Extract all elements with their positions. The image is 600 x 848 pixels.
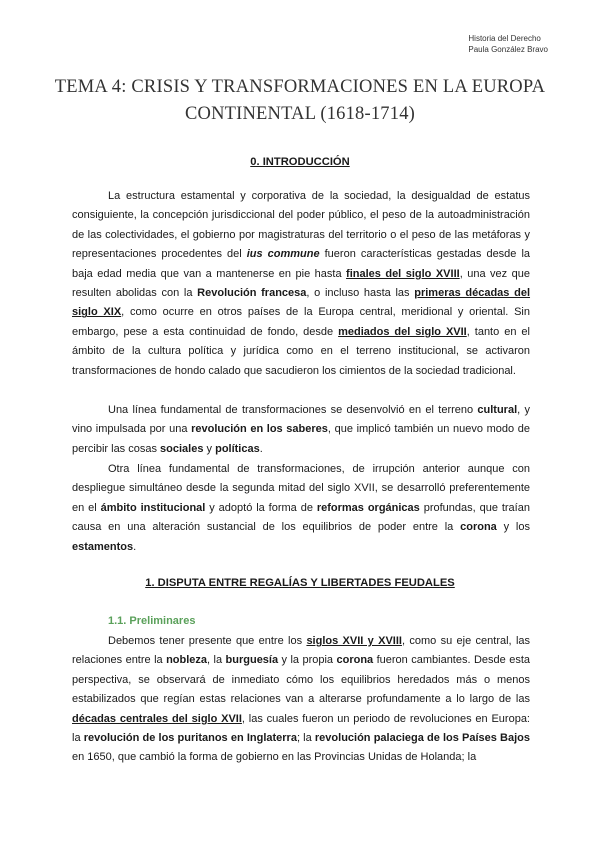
emphasis-cultural: cultural xyxy=(477,404,518,416)
section-1-paragraph-1: Debemos tener presente que entre los siglos XVII y XVIII, como su eje central, las relaciones entre la nobleza, la burguesía y la propia corona fueron cambiantes. Desde esta perspectiva, se observará de inmediato cómo los equilibrios heredados más o menos estabilizados que regían estas relaciones van a alterarse profundamente a lo largo de las décadas centrales del siglo XVII, las cuales fueron un periodo de revoluciones en Europa: la revolución de los puritanos en Inglaterra; la revolución palaciega de los Países Bajos en 1650, que cambió la forma de gobierno en las Provincias Unidas de Holanda; la xyxy=(72,635,531,764)
emphasis-primeras-decadas-xix: primeras décadas del siglo XIX xyxy=(72,287,531,319)
intro-paragraph-1: La estructura estamental y corporativa de la sociedad, la desigualdad de estatus consiguiente, la concepción jurisdiccional del poder público, el peso de la autoadministración de las colectividades, el gobierno por magistraturas del territorio o el peso de las metáforas y representaciones procedentes del ius commune fueron características gestadas desde la baja edad media que van a mantenerse en pie hasta finales del siglo XVIII, una vez que resulten abolidas con la Revolución francesa, o incluso hasta las primeras décadas del siglo XIX, como ocurre en otros países de la Europa central, meridional y oriental. Sin embargo, pese a esta continuidad de fondo, desde mediados del siglo XVII, tanto en el ámbito de la cultura política y jurídica como en el terreno institucional, se activaron transformaciones de hondo calado que sacudieron los cimientos de la sociedad tradicional. xyxy=(72,190,531,377)
emphasis-revolucion-saberes: revolución en los saberes xyxy=(191,423,328,436)
emphasis-corona: corona xyxy=(460,521,497,534)
emphasis-reformas-organicas: reformas orgánicas xyxy=(316,501,420,514)
intro-paragraph-2: Una línea fundamental de transformaciones se desenvolvió en el terreno cultural, y vino impulsada por una revolución en los saberes, que implicó también un nuevo modo de percibir las cosas sociales y políticas. xyxy=(72,404,531,455)
page-title: TEMA 4: CRISIS Y TRANSFORMACIONES EN LA EUROPA CONTINENTAL (1618-1714) xyxy=(54,77,546,124)
emphasis-decadas-centrales-xvii: décadas centrales del siglo XVII xyxy=(72,712,242,725)
emphasis-nobleza: nobleza xyxy=(166,654,208,667)
course-name: Historia del Derecho xyxy=(468,34,541,43)
intro-heading: 0. INTRODUCCIÓN xyxy=(250,156,350,168)
emphasis-burguesia: burguesía xyxy=(225,654,279,667)
emphasis-revolucion-puritanos: revolución de los puritanos en Inglaterra xyxy=(83,732,297,745)
subsection-1-1-heading: 1.1. Preliminares xyxy=(108,615,196,627)
emphasis-sociales: sociales xyxy=(160,442,204,455)
author-name: Paula González Bravo xyxy=(468,45,548,54)
emphasis-corona-2: corona xyxy=(336,654,374,667)
emphasis-politicas: políticas xyxy=(215,442,260,455)
section-1-heading: 1. DISPUTA ENTRE REGALÍAS Y LIBERTADES FEUDALES xyxy=(145,577,455,589)
emphasis-revolucion-palaciega: revolución palaciega de los Países Bajos xyxy=(314,732,531,745)
emphasis-estamentos: estamentos xyxy=(72,540,134,553)
emphasis-revolucion-francesa: Revolución francesa xyxy=(197,287,307,300)
document-header-note xyxy=(468,33,548,55)
emphasis-ius-commune: ius commune xyxy=(246,248,320,261)
intro-paragraph-3: Otra línea fundamental de transformaciones, de irrupción anterior aunque con despliegue simultáneo desde la segunda mitad del siglo XVII, se desarrolló preferentemente en el ámbito institucional y adoptó la forma de reformas orgánicas profundas, que traían causa en una alteración sustancial de los equilibrios de poder entre la corona y los estamentos. xyxy=(72,463,530,553)
emphasis-siglos-xvii-xviii: siglos XVII y XVIII xyxy=(306,635,402,647)
emphasis-finales-siglo-xviii: finales del siglo XVIII xyxy=(346,267,460,280)
emphasis-mediados-siglo-xvii: mediados del siglo XVII xyxy=(338,325,467,338)
emphasis-ambito-institucional: ámbito institucional xyxy=(100,501,206,514)
